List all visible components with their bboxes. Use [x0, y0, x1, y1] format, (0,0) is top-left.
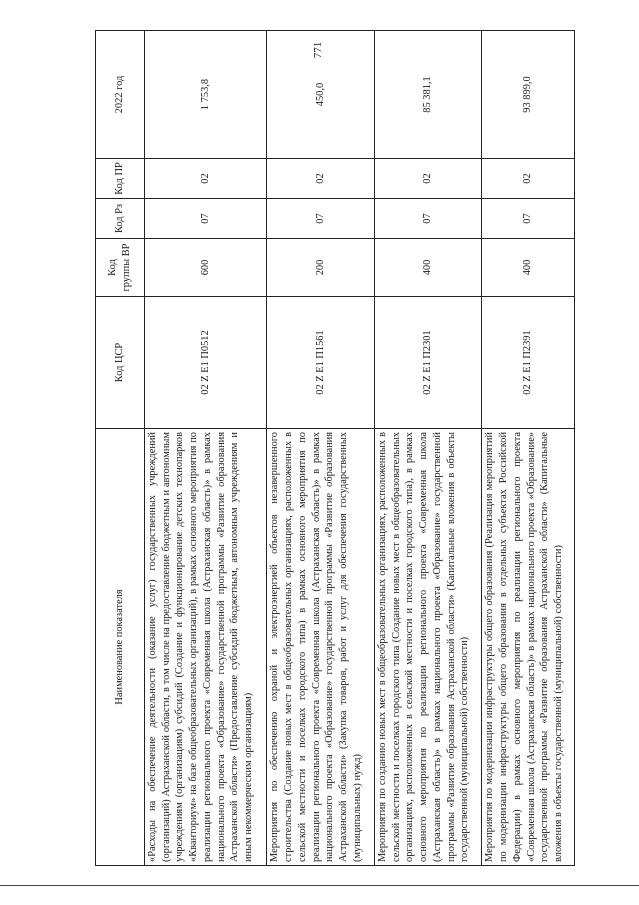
- page-number: 771: [312, 41, 324, 59]
- header-vr: Код группы ВР: [96, 239, 145, 297]
- row-sum: 85 381,1: [374, 31, 482, 159]
- row-csr: 02 Z E1 П2391: [482, 297, 575, 429]
- table-row: [267, 31, 375, 866]
- row-vr: 400: [374, 239, 482, 297]
- row-pr: 02: [267, 159, 375, 199]
- row-pr: 02: [145, 159, 267, 199]
- rotated-budget-table: [95, 31, 575, 866]
- table-row: [374, 31, 482, 866]
- row-pr: 02: [374, 159, 482, 199]
- row-name: «Расходы на обеспечение деятельности (оказание услуг) государственных учреждений (организаций) Астраханской области, в том числе на предоставление бюджетным и автономным учреждениям (организациям) субсидий (Создание и функционирование детских технопарков «Кванториум» на базе общеобразовательных организаций), в рамках основного мероприятия по реализации регионального проекта «Современная школа (Астраханская область)» в рамках национального проекта «Образование» государственной программы «Развитие образования Астраханской области» (Предоставление субсидий бюджетным, автономным учреждениям и иным некоммерческим организациям): [145, 429, 267, 866]
- page-bottom-rule: [0, 885, 639, 886]
- header-pr: Код ПР: [96, 159, 145, 199]
- row-name: Мероприятия по модернизации инфраструктуры общего образования (Реализация мероприятий по модернизации инфраструктуры общего образования в отдельных субъектах Российской Федерации) в рамках основного мероприятия по реализации регионального проекта «Современная школа (Астраханская область)» в рамках национального проекта «Образование» государственной программы «Развитие образования Астраханской области» (Капитальные вложения в объекты государственной (муниципальной) собственности): [482, 429, 575, 866]
- row-vr: 400: [482, 239, 575, 297]
- table-row: [145, 31, 267, 866]
- row-rz: 07: [482, 199, 575, 239]
- header-csr: Код ЦСР: [96, 297, 145, 429]
- budget-table: [95, 30, 575, 866]
- row-csr: 02 Z E1 П1561: [267, 297, 375, 429]
- table-header-row: [96, 31, 145, 866]
- row-rz: 07: [145, 199, 267, 239]
- row-name: Мероприятия по созданию новых мест в общеобразовательных организациях, расположенных в сельской местности и поселках городского типа (Создание новых мест в общеобразовательных организациях, расположенных в сельской местности и поселках городского типа), в рамках основного мероприятия по реализации регионального проекта «Современная школа (Астраханская область)» в рамках национального проекта «Образование» государственной программы «Развитие образования Астраханской области» (Капитальные вложения в объекты государственной (муниципальной) собственности): [374, 429, 482, 866]
- row-sum: 93 899,0: [482, 31, 575, 159]
- row-pr: 02: [482, 159, 575, 199]
- row-sum: 1 753,8: [145, 31, 267, 159]
- row-csr: 02 Z E1 П0512: [145, 297, 267, 429]
- header-rz: Код Рз: [96, 199, 145, 239]
- row-vr: 200: [267, 239, 375, 297]
- header-name: Наименование показателя: [96, 429, 145, 866]
- row-rz: 07: [267, 199, 375, 239]
- row-rz: 07: [374, 199, 482, 239]
- row-name: Мероприятия по обеспечению охраной и электроэнергией объектов незавершенного строительства (Создание новых мест в общеобразовательных организациях, расположенных в сельской местности и поселках городского типа) в рамках основного мероприятия по реализации регионального проекта «Современная школа (Астраханская область)» в рамках национального проекта «Образование» государственной программы «Развитие образования Астраханской области» (Закупка товаров, работ и услуг для обеспечения государственных (муниципальных) нужд): [267, 429, 375, 866]
- row-csr: 02 Z E1 П2301: [374, 297, 482, 429]
- row-vr: 600: [145, 239, 267, 297]
- row-sum: 450,0: [267, 31, 375, 159]
- table-row: [482, 31, 575, 866]
- header-year: 2022 год: [96, 31, 145, 159]
